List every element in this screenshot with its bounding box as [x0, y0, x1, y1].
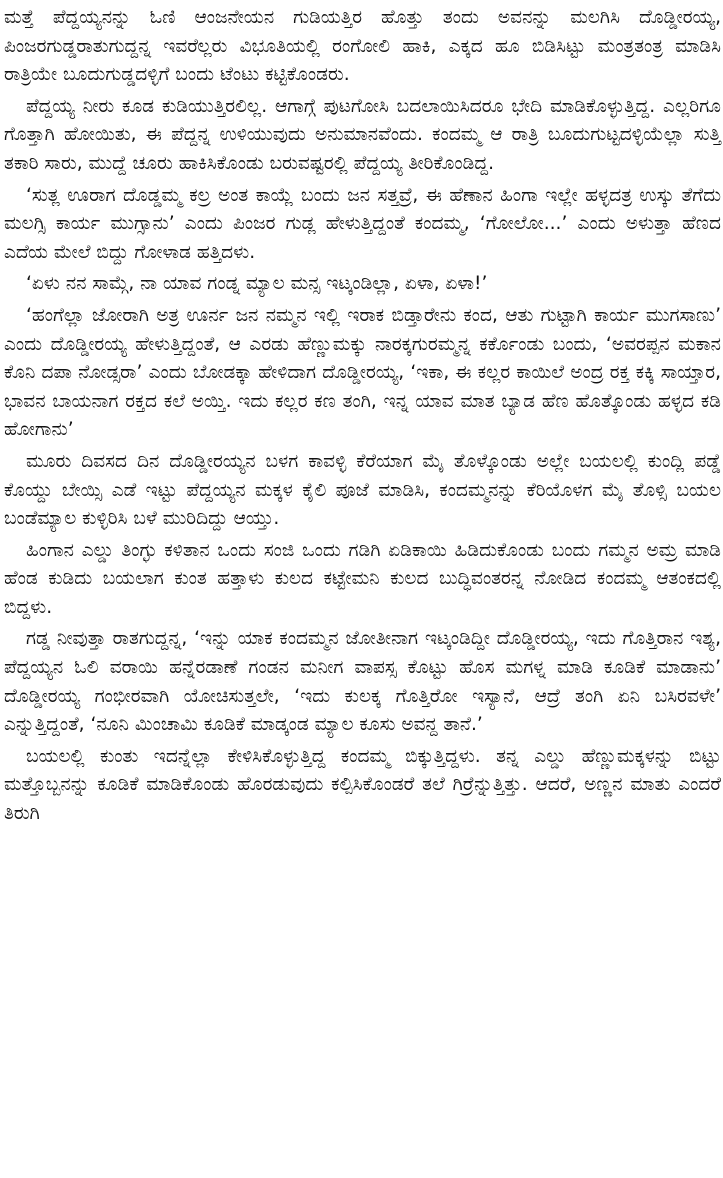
- paragraph-4: ‘ಏಳು ನನ ಸಾಮ್ಗೆ, ನಾ ಯಾವ ಗಂಡ್ನ ಮ್ಯಾಲ ಮನ್ಸ ಇಟ್ಕಂಡಿಲ್ಲಾ, ಏಳಾ, ಏಳಾ!’: [26, 273, 488, 295]
- paragraph-7: ಹಿಂಗಾನ ಎಲ್ಡು ತಿಂಗ್ಳು ಕಳಿತಾನ ಒಂದು ಸಂಜಿ ಒಂದು ಗಡಿಗಿ ಏಡಿಕಾಯಿ ಹಿಡಿದುಕೊಂಡು ಬಂದು ಗಮ್ಮನ ಅಮ್ರ ಮಾಡಿ ಹೆಂಡ ಕುಡಿದು ಬಯಲಾಗ ಕುಂತ ಹತ್ತಾಳು ಕುಲದ ಕಟ್ಟೇಮನಿ ಕುಲದ ಬುದ್ಧಿವಂತರನ್ನ ನೋಡಿದ ಕಂದಮ್ಮ ಆತಂಕದಲ್ಲಿ ಬಿದ್ದಳು.: [4, 539, 721, 618]
- paragraph-1: ಮತ್ತೆ ಪೆದ್ದಯ್ಯನನ್ನು ಓಣಿ ಆಂಜನೇಯನ ಗುಡಿಯತ್ತಿರ ಹೊತ್ತು ತಂದು ಅವನನ್ನು ಮಲಗಿಸಿ ದೊಡ್ಡೀರಯ್ಯ, ಪಿಂಜರಗುಡ್ಡರಾತುಗುದ್ದನ್ನ ಇವರೆಲ್ಲರು ವಿಭೂತಿಯಲ್ಲಿ ರಂಗೋಲಿ ಹಾಕಿ, ಎಕ್ಕದ ಹೂ ಬಿಡಿಸಿಟ್ಟು ಮಂತ್ರತಂತ್ರ ಮಾಡಿಸಿ ರಾತ್ರಿಯೇ ಬೂದುಗುಡ್ಡದಳ್ಳಿಗೆ ಬಂದು ಟೆಂಟು ಕಟ್ಟಿಕೊಂಡರು.: [4, 7, 721, 86]
- paragraph-9: ಬಯಲಲ್ಲಿ ಕುಂತು ಇದನ್ನೆಲ್ಲಾ ಕೇಳಿಸಿಕೊಳ್ಳುತ್ತಿದ್ದ ಕಂದಮ್ಮ ಬಿಕ್ಕುತ್ತಿದ್ದಳು. ತನ್ನ ಎಲ್ಡು ಹೆಣ್ಣುಮಕ್ಕಳನ್ನು ಬಿಟ್ಟು ಮತ್ತೊಬ್ಬನನ್ನು ಕೂಡಿಕೆ ಮಾಡಿಕೊಂಡು ಹೊರಡುವುದು ಕಲ್ಪಿಸಿಕೊಂಡರೆ ತಲೆ ಗಿರ್ರೆನ್ನುತ್ತಿತ್ತು. ಆದರೆ, ಅಣ್ಣನ ಮಾತು ಎಂದರೆ ತಿರುಗಿ: [4, 745, 721, 825]
- paragraph-6: ಮೂರು ದಿವಸದ ದಿನ ದೊಡ್ಡೀರಯ್ಯನ ಬಳಗ ಕಾವಳ್ಳಿ ಕೆರೆಯಾಗ ಮೈ ತೊಳ್ಕೊಂಡು ಅಲ್ಲೇ ಬಯಲಲ್ಲಿ ಕುಂದ್ಲಿ ಪಡ್ಡೆ ಕೊಯ್ದು ಬೇಯ್ಸಿ ಎಡೆ ಇಟ್ಟು ಪೆದ್ದಯ್ಯನ ಮಕ್ಕಳ ಕೈಲಿ ಪೂಜೆ ಮಾಡಿಸಿ, ಕಂದಮ್ಮನನ್ನು ಕೆರಿಯೊಳಗ ಮೈ ತೊಳ್ಸಿ ಬಯಲ ಬಂಡೆಮ್ಯಾಲ ಕುಳ್ಳಿರಿಸಿ ಬಳೆ ಮುರಿದಿದ್ದು ಆಯ್ತು.: [4, 450, 721, 530]
- paragraph-5: ‘ಹಂಗೆಲ್ಲಾ ಜೋರಾಗಿ ಅತ್ರ ಊರ್ನ ಜನ ನಮ್ಮನ ಇಲ್ಲಿ ಇರಾಕ ಬಿಡ್ತಾರೇನು ಕಂದ, ಆತು ಗುಟ್ಟಾಗಿ ಕಾರ್ಯ ಮುಗಸಾಣು’ ಎಂದು ದೊಡ್ಡೀರಯ್ಯ ಹೇಳುತ್ತಿದ್ದಂತೆ, ಆ ಎರಡು ಹೆಣ್ಣುಮಕ್ಕು ನಾರಕ್ಕಗುರಮ್ಮನ್ನ ಕರ್ಕೊಂಡು ಬಂದು, ‘ಅವರಪ್ಪನ ಮಕಾನ ಕೊನಿ ದಪಾ ನೋಡ್ಸರಾ’ ಎಂದು ಬೋಡಕ್ಕಾ ಹೇಳಿದಾಗ ದೊಡ್ಡೀರಯ್ಯ, ‘ಇಕಾ, ಈ ಕಲ್ಲರ ಕಾಯಿಲೆ ಅಂದ್ರ ರಕ್ತ ಕಕ್ಕಿ ಸಾಯ್ತಾರ, ಭಾವನ ಬಾಯನಾಗ ರಕ್ತದ ಕಲೆ ಅಯ್ತಿ. ಇದು ಕಲ್ಲರ ಕಣ ತಂಗಿ, ಇನ್ನ ಯಾವ ಮಾತ ಬ್ಯಾಡ ಹೆಣ ಹೊತ್ಕೊಂಡು ಹಳ್ಳದ ಕಡಿ ಹೋಗಾನು’: [4, 304, 721, 441]
- paragraph-2: ಪೆದ್ದಯ್ಯ ನೀರು ಕೂಡ ಕುಡಿಯುತ್ತಿರಲಿಲ್ಲ. ಆಗಾಗ್ಗೆ ಪುಟಗೋಸಿ ಬದಲಾಯಿಸಿದರೂ ಭೇದಿ ಮಾಡಿಕೊಳ್ಳುತ್ತಿದ್ದ. ಎಲ್ಲರಿಗೂ ಗೊತ್ತಾಗಿ ಹೋಯಿತು, ಈ ಪೆದ್ದನ್ನ ಉಳಿಯುವುದು ಅನುಮಾನವೆಂದು. ಕಂದಮ್ಮ ಆ ರಾತ್ರಿ ಬೂದುಗುಟ್ಟದಳ್ಳಿಯೆಲ್ಲಾ ಸುತ್ತಿ ತಕಾರಿ ಸಾರು, ಮುದ್ದೆ ಚೂರು ಹಾಕಿಸಿಕೊಂಡು ಬರುವಷ್ಟರಲ್ಲಿ ಪೆದ್ದಯ್ಯ ತೀರಿಕೊಂಡಿದ್ದ.: [4, 95, 721, 174]
- paragraph-3: ‘ಸುತ್ಲ ಊರಾಗ ದೊಡ್ಡಮ್ಮ ಕಲ್ರ ಅಂತ ಕಾಯ್ಲೆ ಬಂದು ಜನ ಸತ್ತವ್ರೆ, ಈ ಹೆಣಾನ ಹಿಂಗಾ ಇಲ್ಲೇ ಹಳ್ಳದತ್ರ ಉಸ್ಕು ತೆಗೆದು ಮಲಗ್ಸಿ ಕಾರ್ಯ ಮುಗ್ಸಾನು’ ಎಂದು ಪಿಂಜರ ಗುಡ್ಲ ಹೇಳುತ್ತಿದ್ದಂತೆ ಕಂದಮ್ಮ, ‘ಗೋಲೋ...’ ಎಂದು ಅಳುತ್ತಾ ಹೆಣದ ಎದೆಯ ಮೇಲೆ ಬಿದ್ದು ಗೋಳಾಡ ಹತ್ತಿದಳು.: [4, 184, 721, 263]
- paragraph-8: ಗಡ್ಡ ನೀವುತ್ತಾ ರಾತಗುದ್ದನ್ನ, ‘ಇನ್ನು ಯಾಕ ಕಂದಮ್ಮನ ಜೋತೀನಾಗ ಇಟ್ಕಂಡಿದ್ದೀ ದೊಡ್ಡೀರಯ್ಯ, ಇದು ಗೊತ್ತಿರಾನ ಇಶ್ಯ, ಪೆದ್ದಯ್ಯನ ಓಲಿ ವರಾಯಿ ಹನ್ನೆರಡಾಣೆ ಗಂಡನ ಮನೀಗ ವಾಪಸ್ಸ ಕೊಟ್ಟು ಹೊಸ ಮಗಳ್ನ ಮಾಡಿ ಕೂಡಿಕೆ ಮಾಡಾನು’ ದೊಡ್ಡೀರಯ್ಯ ಗಂಭೀರವಾಗಿ ಯೋಚಿಸುತ್ತಲೇ, ‘ಇದು ಕುಲಕ್ಕ ಗೊತ್ತಿರೋ ಇಸ್ಯಾನೆ, ಆದ್ರೆ ತಂಗಿ ಏನಿ ಬಸಿರವಳೇ’ ಎನ್ನುತ್ತಿದ್ದಂತೆ, ‘ನೂನಿ ಮಿಂಚಾಮಿ ಕೂಡಿಕೆ ಮಾಡ್ಕಂಡ ಮ್ಯಾಲ ಕೂಸು ಅವನ್ದ ತಾನೆ.’: [4, 628, 721, 736]
